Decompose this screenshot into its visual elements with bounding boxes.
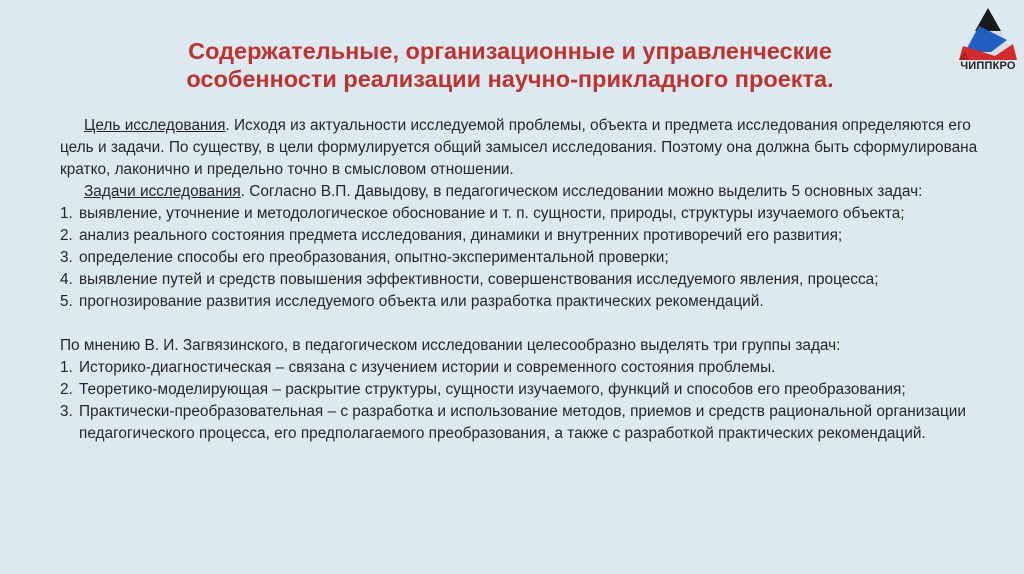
- list-item: [60, 247, 980, 269]
- list-item: [60, 401, 980, 445]
- list-text: Теоретико-моделирующая – раскрытие структуры, сущности изучаемого, функций и способов его преобразования;: [79, 381, 906, 398]
- list-number: 2.: [60, 381, 73, 398]
- list-text: выявление путей и средств повышения эффективности, совершенствования исследуемого явления, процесса;: [79, 271, 879, 288]
- list-number: 3.: [60, 403, 73, 420]
- list-text: выявление, уточнение и методологическое обоснование и т. п. сущности, природы, структуры изучаемого объекта;: [79, 205, 905, 222]
- tasks-paragraph: [60, 181, 980, 203]
- list-text: прогнозирование развития исследуемого объекта или разработка практических рекомендаций.: [79, 293, 764, 310]
- list-text: определение способы его преобразования, опытно-экспериментальной проверки;: [79, 249, 669, 266]
- list-number: 5.: [60, 293, 73, 310]
- tasks-text: . Согласно В.П. Давыдову, в педагогическом исследовании можно выделить 5 основных задач:: [240, 183, 923, 200]
- spacer: [60, 313, 980, 335]
- goal-label: Цель исследования: [84, 117, 226, 134]
- davydov-task-list: [60, 203, 980, 313]
- slide-title-line-1: Содержательные, организационные и управленческие: [188, 38, 832, 64]
- list-number: 1.: [60, 205, 73, 222]
- logo-text: ЧИППКРО: [960, 60, 1016, 72]
- triangle-logo-icon: [955, 6, 1021, 62]
- tasks-label: Задачи исследования: [84, 183, 241, 200]
- slide-title-line-2: особенности реализации научно-прикладного проекта.: [186, 66, 834, 92]
- slide-title: [70, 37, 950, 93]
- goal-paragraph: [60, 115, 980, 181]
- list-item: [60, 225, 980, 247]
- zagvyazinsky-intro: По мнению В. И. Загвязинского, в педагогическом исследовании целесообразно выделять три группы задач:: [60, 337, 841, 354]
- slide-body: [60, 115, 980, 445]
- goal-text: . Исходя из актуальности исследуемой проблемы, объекта и предмета исследования определяются его цель и задачи. По существу, в цели формулируется общий замысел исследования. Поэтому она должна быть сформулирована кратко, лаконично и предельно точно в смысловом отношении.: [60, 117, 978, 178]
- list-number: 1.: [60, 359, 73, 376]
- list-number: 3.: [60, 249, 73, 266]
- list-text: Практически-преобразовательная – с разработка и использование методов, приемов и средств рациональной организации педагогического процесса, его предполагаемого преобразования, а также с разработкой практических рекомендаций.: [79, 403, 966, 442]
- list-text: Историко-диагностическая – связана с изучением истории и современного состояния проблемы.: [79, 359, 776, 376]
- list-number: 4.: [60, 271, 73, 288]
- organization-logo: [955, 6, 1021, 76]
- list-item: [60, 291, 980, 313]
- list-item: [60, 357, 980, 379]
- list-item: [60, 379, 980, 401]
- list-item: [60, 269, 980, 291]
- zagvyazinsky-task-list: [60, 357, 980, 445]
- list-number: 2.: [60, 227, 73, 244]
- list-item: [60, 203, 980, 225]
- list-text: анализ реального состояния предмета исследования, динамики и внутренних противоречий его развития;: [79, 227, 843, 244]
